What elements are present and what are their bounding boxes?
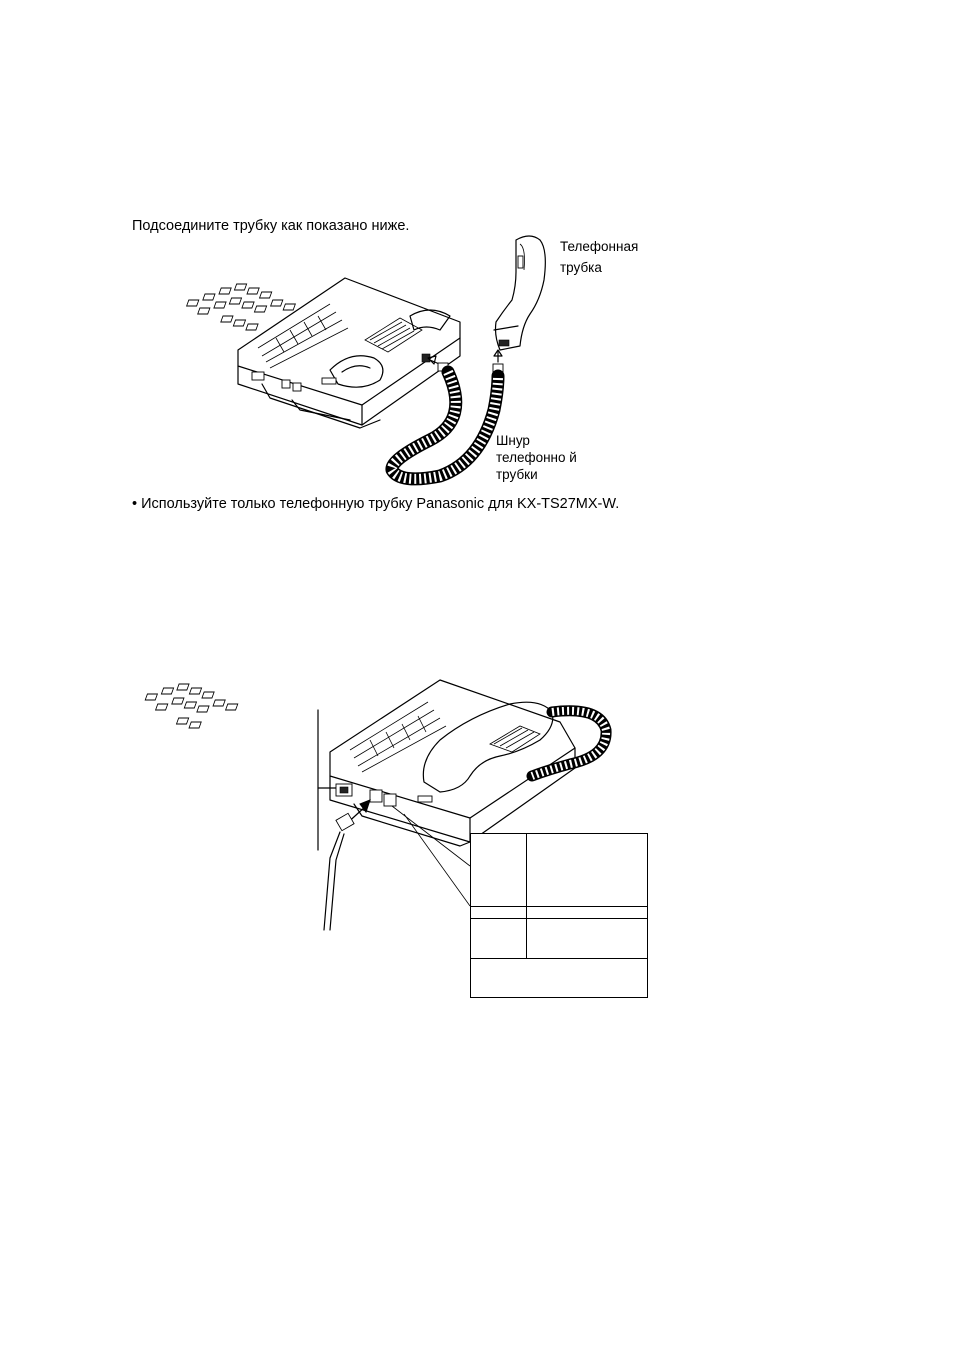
handset-label: Телефонная трубка [560, 239, 639, 275]
coiled-cord-assembled [532, 711, 606, 776]
note-text: Используйте только телефонную трубку Panasonic для KX-TS27MX-W. [141, 496, 620, 512]
instruction-text: Подсоедините трубку как показано ниже. [132, 218, 410, 234]
handset-cord-label: Шнур телефонно й трубки [496, 433, 577, 482]
telephone-assembled [145, 680, 575, 846]
callout-line-lower [404, 814, 470, 906]
note-bullet: • [132, 496, 138, 512]
line-cord [324, 832, 340, 930]
jack-callout-table [470, 833, 648, 998]
line-cord-plug [336, 813, 354, 830]
keypad-assembled [145, 684, 238, 728]
